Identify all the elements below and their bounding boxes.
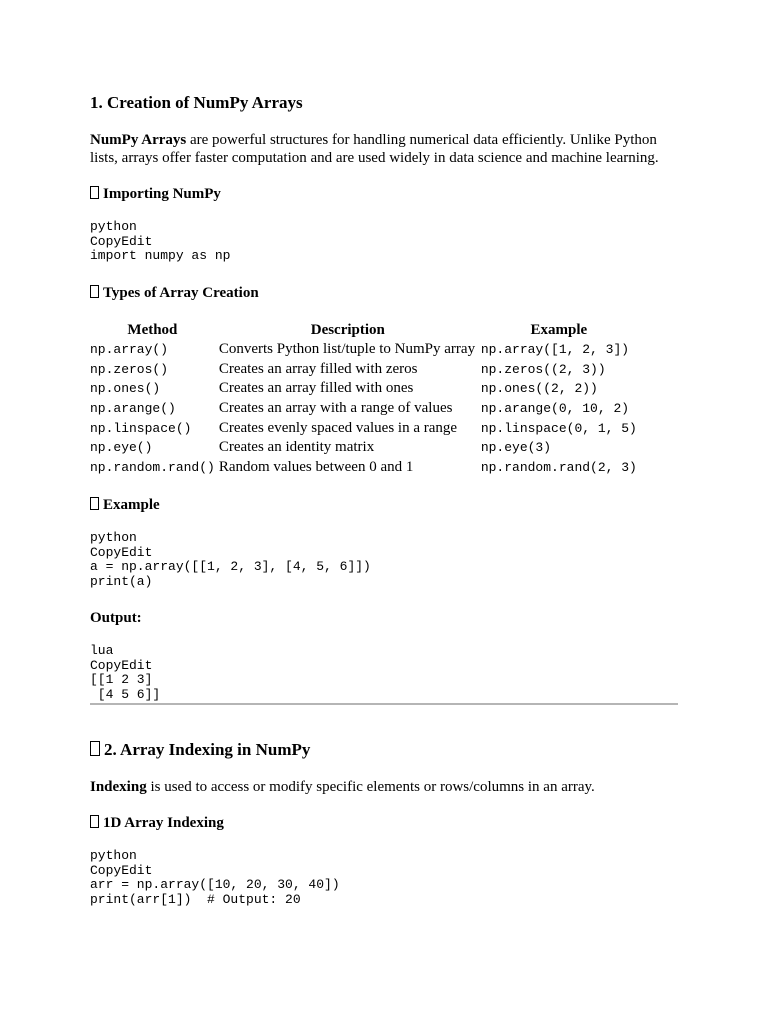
missing-glyph-icon: [90, 186, 99, 199]
table-row: [88, 340, 639, 360]
example-cell: np.eye(3): [480, 440, 552, 456]
horizontal-divider: [90, 703, 678, 705]
missing-glyph-icon: [90, 815, 99, 828]
example-cell: np.ones((2, 2)): [480, 381, 598, 397]
method-cell: np.ones(): [90, 381, 161, 397]
table-header-row: [88, 320, 639, 340]
example-cell: np.arange(0, 10, 2): [480, 401, 630, 417]
description-cell: Creates an array with a range of values: [218, 400, 453, 417]
table-row: [88, 458, 639, 478]
types-heading-text: Types of Array Creation: [103, 285, 259, 301]
table-row: [88, 438, 639, 458]
example-heading: [90, 496, 160, 514]
missing-glyph-icon: [90, 741, 100, 756]
table-row: [88, 418, 639, 438]
example-code-block: python CopyEdit a = np.array([[1, 2, 3], [4, 5, 6]]) print(a): [90, 530, 371, 589]
method-cell: np.linspace(): [90, 420, 192, 436]
section-2-intro: [90, 778, 680, 796]
types-heading: [90, 284, 259, 302]
1d-indexing-heading-text: 1D Array Indexing: [103, 815, 224, 831]
1d-indexing-code-block: python CopyEdit arr = np.array([10, 20, 30, 40]) print(arr[1]) # Output: 20: [90, 848, 340, 907]
importing-numpy-heading: [90, 185, 221, 203]
column-header-description: Description: [310, 321, 385, 338]
output-heading: Output:: [90, 610, 142, 626]
indexing-intro-text: is used to access or modify specific elements or rows/columns in an array.: [146, 779, 595, 795]
description-cell: Creates evenly spaced values in a range: [218, 419, 458, 436]
description-cell: Random values between 0 and 1: [218, 458, 414, 475]
table-row: [88, 379, 639, 399]
description-cell: Creates an identity matrix: [218, 439, 375, 456]
missing-glyph-icon: [90, 285, 99, 298]
method-cell: np.zeros(): [90, 361, 169, 377]
intro-text: are powerful structures for handling numerical data efficiently. Unlike Python lists, arrays offer faster computation and are used widely in data science and machine learning.: [90, 132, 659, 166]
table-row: [88, 399, 639, 419]
1d-indexing-heading: [90, 814, 224, 832]
section-2-heading-text: 2. Array Indexing in NumPy: [104, 740, 311, 759]
section-2-heading: [90, 740, 310, 760]
method-cell: np.array(): [90, 342, 169, 358]
intro-bold-term: NumPy Arrays: [90, 132, 187, 148]
import-code-block: python CopyEdit import numpy as np: [90, 219, 231, 264]
example-cell: np.zeros((2, 3)): [480, 361, 606, 377]
example-heading-text: Example: [103, 497, 160, 513]
method-cell: np.arange(): [90, 401, 176, 417]
description-cell: Creates an array filled with ones: [218, 380, 414, 397]
method-cell: np.random.rand(): [90, 459, 215, 475]
description-cell: Creates an array filled with zeros: [218, 360, 418, 377]
output-code-block: lua CopyEdit [[1 2 3] [4 5 6]]: [90, 643, 161, 702]
method-cell: np.eye(): [90, 440, 153, 456]
column-header-example: Example: [530, 321, 588, 338]
section-1-intro: [90, 131, 680, 167]
example-cell: np.array([1, 2, 3]): [480, 342, 630, 358]
description-cell: Converts Python list/tuple to NumPy array: [218, 341, 476, 358]
array-creation-table: [88, 320, 639, 477]
column-header-method: Method: [127, 321, 178, 338]
missing-glyph-icon: [90, 497, 99, 510]
indexing-bold-term: Indexing: [90, 779, 147, 795]
example-cell: np.random.rand(2, 3): [480, 459, 637, 475]
table-row: [88, 360, 639, 380]
section-1-heading: 1. Creation of NumPy Arrays: [90, 93, 303, 112]
importing-numpy-heading-text: Importing NumPy: [103, 186, 221, 202]
example-cell: np.linspace(0, 1, 5): [480, 420, 637, 436]
